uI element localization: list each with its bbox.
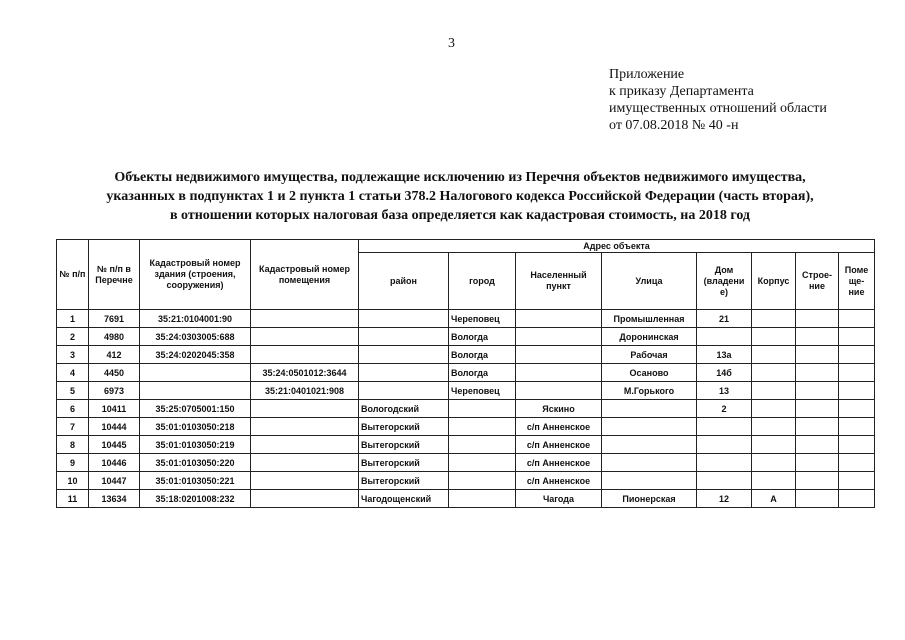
- cell-list-num: 13634: [89, 490, 140, 508]
- cell-list-num: 4980: [89, 328, 140, 346]
- cell-room-cadastral: [251, 472, 359, 490]
- cell-building-cadastral: 35:25:0705001:150: [140, 400, 251, 418]
- header-house: Дом (владени е): [697, 253, 752, 310]
- appendix-line-1: Приложение: [609, 67, 685, 82]
- title-line-1: Объекты недвижимого имущества, подлежащие исключению из Перечня объектов недвижимого имущества,: [114, 170, 806, 185]
- cell-num: 4: [57, 364, 89, 382]
- cell-num: 3: [57, 346, 89, 364]
- table-row: [57, 364, 875, 382]
- cell-house: 13: [697, 382, 752, 400]
- cell-city: [449, 490, 516, 508]
- cell-room-cadastral: [251, 328, 359, 346]
- cell-num: 11: [57, 490, 89, 508]
- cell-building: [796, 454, 839, 472]
- cell-korpus: А: [752, 490, 796, 508]
- cell-korpus: [752, 418, 796, 436]
- cell-street: [602, 418, 697, 436]
- cell-building-cadastral: 35:18:0201008:232: [140, 490, 251, 508]
- table-row: [57, 382, 875, 400]
- cell-list-num: 412: [89, 346, 140, 364]
- cell-street: Пионерская: [602, 490, 697, 508]
- cell-num: 2: [57, 328, 89, 346]
- cell-city: Вологда: [449, 328, 516, 346]
- cell-district: [359, 364, 449, 382]
- cell-building: [796, 310, 839, 328]
- cell-street: Осаново: [602, 364, 697, 382]
- cell-room-cadastral: [251, 346, 359, 364]
- cell-room: [839, 472, 875, 490]
- cell-room-cadastral: [251, 418, 359, 436]
- appendix-line-2: к приказу Департамента: [609, 84, 754, 99]
- cell-house: [697, 472, 752, 490]
- cell-num: 6: [57, 400, 89, 418]
- cell-house: [697, 328, 752, 346]
- cell-room: [839, 490, 875, 508]
- cell-building: [796, 382, 839, 400]
- cell-street: Рабочая: [602, 346, 697, 364]
- cell-building-cadastral: 35:01:0103050:220: [140, 454, 251, 472]
- cell-street: [602, 400, 697, 418]
- cell-city: [449, 454, 516, 472]
- cell-building-cadastral: 35:01:0103050:218: [140, 418, 251, 436]
- cell-street: Доронинская: [602, 328, 697, 346]
- cell-building: [796, 364, 839, 382]
- title-line-2: указанных в подпунктах 1 и 2 пункта 1 статьи 378.2 Налогового кодекса Российской Федерации (часть вторая),: [106, 189, 814, 204]
- cell-room-cadastral: [251, 454, 359, 472]
- cell-settlement: [516, 364, 602, 382]
- cell-korpus: [752, 310, 796, 328]
- cell-list-num: 4450: [89, 364, 140, 382]
- cell-num: 8: [57, 436, 89, 454]
- cell-district: Вытегорский: [359, 418, 449, 436]
- cell-building-cadastral: 35:24:0303005:688: [140, 328, 251, 346]
- cell-korpus: [752, 472, 796, 490]
- cell-district: [359, 328, 449, 346]
- cell-house: 21: [697, 310, 752, 328]
- cell-city: [449, 436, 516, 454]
- cell-city: Череповец: [449, 310, 516, 328]
- cell-list-num: 6973: [89, 382, 140, 400]
- cell-room: [839, 364, 875, 382]
- cell-city: [449, 418, 516, 436]
- header-room: Поме ще- ние: [839, 253, 875, 310]
- cell-room: [839, 418, 875, 436]
- cell-korpus: [752, 382, 796, 400]
- cell-num: 1: [57, 310, 89, 328]
- cell-settlement: [516, 346, 602, 364]
- cell-room: [839, 328, 875, 346]
- table-row: [57, 346, 875, 364]
- appendix-line-3: имущественных отношений области: [609, 101, 827, 116]
- cell-building: [796, 328, 839, 346]
- cell-house: 12: [697, 490, 752, 508]
- header-city: город: [449, 253, 516, 310]
- cell-district: Вытегорский: [359, 454, 449, 472]
- cell-korpus: [752, 436, 796, 454]
- cell-building-cadastral: [140, 364, 251, 382]
- objects-table: [56, 239, 875, 508]
- cell-city: Вологда: [449, 364, 516, 382]
- cell-building: [796, 472, 839, 490]
- cell-street: Промышленная: [602, 310, 697, 328]
- cell-building-cadastral: 35:01:0103050:221: [140, 472, 251, 490]
- cell-house: 14б: [697, 364, 752, 382]
- cell-settlement: [516, 382, 602, 400]
- table-row: [57, 400, 875, 418]
- cell-korpus: [752, 454, 796, 472]
- header-building-cadastral: Кадастровый номер здания (строения, сооружения): [140, 240, 251, 310]
- cell-district: [359, 382, 449, 400]
- table-body: [57, 310, 875, 508]
- cell-district: Чагодощенский: [359, 490, 449, 508]
- cell-street: [602, 454, 697, 472]
- cell-district: [359, 346, 449, 364]
- header-num: № п/п: [57, 240, 89, 310]
- cell-district: Вологодский: [359, 400, 449, 418]
- cell-building: [796, 436, 839, 454]
- cell-room-cadastral: [251, 400, 359, 418]
- cell-num: 5: [57, 382, 89, 400]
- cell-building-cadastral: 35:21:0104001:90: [140, 310, 251, 328]
- header-district: район: [359, 253, 449, 310]
- cell-num: 10: [57, 472, 89, 490]
- table-row: [57, 328, 875, 346]
- appendix-line-4: от 07.08.2018 № 40 -н: [609, 118, 739, 133]
- cell-building: [796, 400, 839, 418]
- cell-house: 13а: [697, 346, 752, 364]
- cell-korpus: [752, 328, 796, 346]
- table-row: [57, 472, 875, 490]
- cell-settlement: Чагода: [516, 490, 602, 508]
- cell-list-num: 10446: [89, 454, 140, 472]
- cell-settlement: с/п Анненское: [516, 436, 602, 454]
- cell-city: Вологда: [449, 346, 516, 364]
- header-street: Улица: [602, 253, 697, 310]
- cell-settlement: Яскино: [516, 400, 602, 418]
- cell-house: [697, 454, 752, 472]
- cell-building-cadastral: 35:01:0103050:219: [140, 436, 251, 454]
- cell-list-num: 10445: [89, 436, 140, 454]
- cell-city: Череповец: [449, 382, 516, 400]
- title-line-3: в отношении которых налоговая база определяется как кадастровая стоимость, на 2018 год: [169, 208, 751, 223]
- header-address: Адрес объекта: [359, 240, 875, 253]
- cell-building: [796, 418, 839, 436]
- header-building: Строе- ние: [796, 253, 839, 310]
- table-row: [57, 418, 875, 436]
- cell-house: [697, 436, 752, 454]
- cell-list-num: 7691: [89, 310, 140, 328]
- cell-settlement: с/п Анненское: [516, 472, 602, 490]
- cell-city: [449, 472, 516, 490]
- cell-room: [839, 436, 875, 454]
- cell-building: [796, 490, 839, 508]
- cell-room: [839, 310, 875, 328]
- document-title: [60, 168, 860, 225]
- cell-district: Вытегорский: [359, 436, 449, 454]
- cell-street: [602, 436, 697, 454]
- cell-room: [839, 454, 875, 472]
- cell-room: [839, 382, 875, 400]
- table-row: [57, 454, 875, 472]
- cell-street: М.Горького: [602, 382, 697, 400]
- cell-street: [602, 472, 697, 490]
- cell-city: [449, 400, 516, 418]
- cell-room-cadastral: [251, 310, 359, 328]
- cell-room-cadastral: 35:21:0401021:908: [251, 382, 359, 400]
- header-room-cadastral: Кадастровый номер помещения: [251, 240, 359, 310]
- cell-building: [796, 346, 839, 364]
- cell-settlement: с/п Анненское: [516, 418, 602, 436]
- cell-num: 7: [57, 418, 89, 436]
- page-number: 3: [448, 36, 455, 51]
- table-row: [57, 310, 875, 328]
- cell-korpus: [752, 364, 796, 382]
- cell-settlement: с/п Анненское: [516, 454, 602, 472]
- cell-building-cadastral: 35:24:0202045:358: [140, 346, 251, 364]
- cell-room-cadastral: 35:24:0501012:3644: [251, 364, 359, 382]
- cell-district: [359, 310, 449, 328]
- cell-korpus: [752, 400, 796, 418]
- cell-room: [839, 400, 875, 418]
- cell-num: 9: [57, 454, 89, 472]
- cell-list-num: 10411: [89, 400, 140, 418]
- table-row: [57, 436, 875, 454]
- cell-settlement: [516, 310, 602, 328]
- cell-house: 2: [697, 400, 752, 418]
- cell-korpus: [752, 346, 796, 364]
- header-settlement: Населенный пункт: [516, 253, 602, 310]
- cell-district: Вытегорский: [359, 472, 449, 490]
- cell-list-num: 10447: [89, 472, 140, 490]
- header-list-num: № п/п в Перечне: [89, 240, 140, 310]
- cell-settlement: [516, 328, 602, 346]
- appendix-block: [609, 66, 827, 134]
- cell-room: [839, 346, 875, 364]
- cell-building-cadastral: [140, 382, 251, 400]
- cell-list-num: 10444: [89, 418, 140, 436]
- table-row: [57, 490, 875, 508]
- cell-room-cadastral: [251, 490, 359, 508]
- cell-room-cadastral: [251, 436, 359, 454]
- cell-house: [697, 418, 752, 436]
- header-korpus: Корпус: [752, 253, 796, 310]
